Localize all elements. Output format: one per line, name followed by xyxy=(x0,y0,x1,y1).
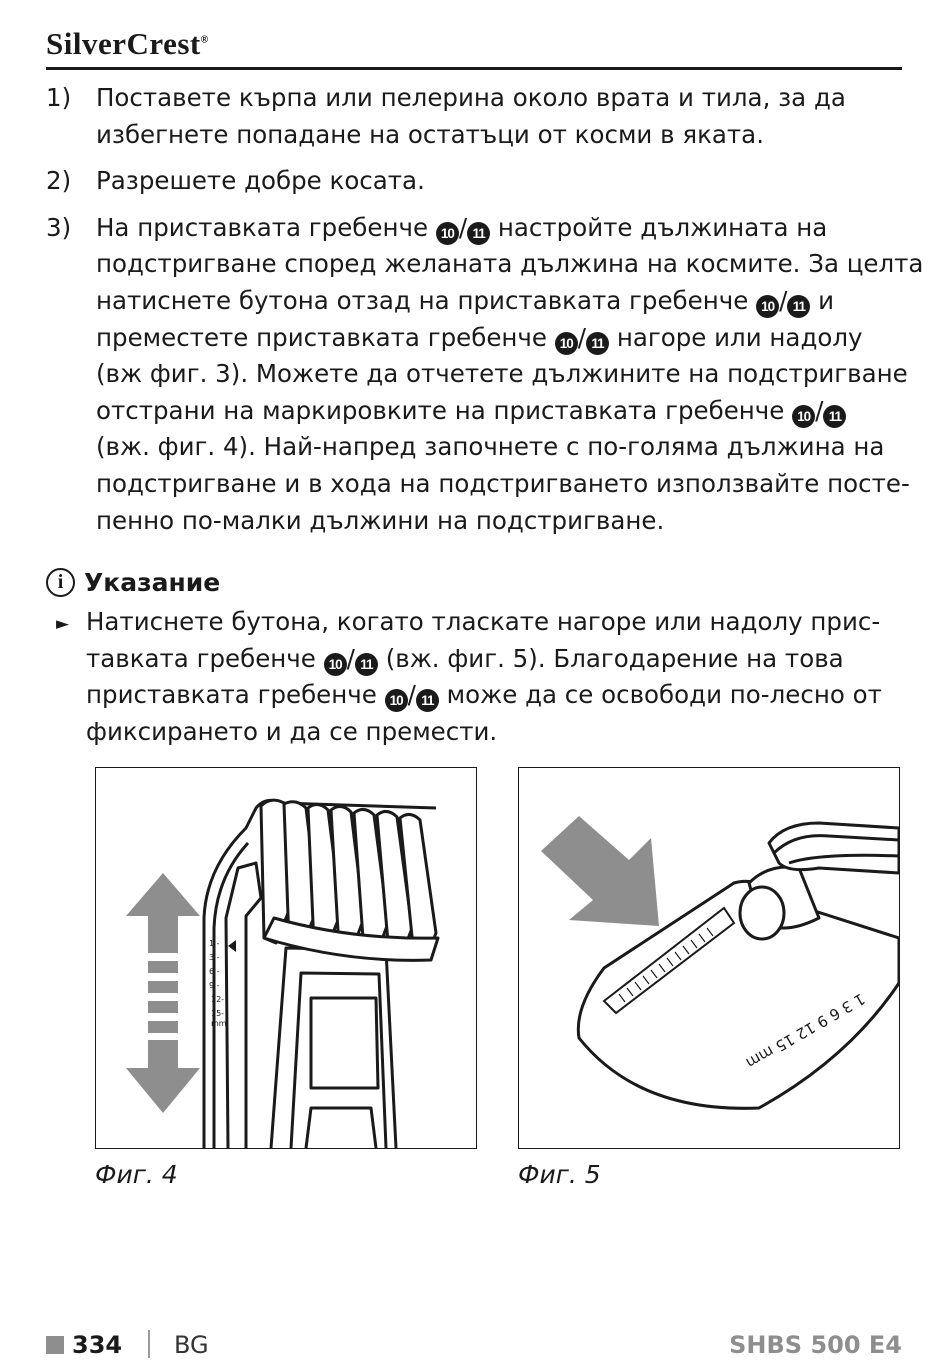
scale-text: 1 3 6 9 12 15 mm xyxy=(742,989,868,1073)
step-number: 1) xyxy=(46,83,72,112)
svg-text:6 -: 6 - xyxy=(209,967,220,976)
instruction-steps xyxy=(46,80,924,549)
text-segment: отстрани на маркировките на приставката гребенче xyxy=(96,395,793,425)
text-segment: тавката гребенче xyxy=(86,643,324,673)
text-segment: настройте дължината на xyxy=(490,212,828,242)
text-line xyxy=(96,246,923,283)
component-ref-badge: 10 xyxy=(756,295,779,318)
svg-text:12-: 12- xyxy=(211,995,225,1004)
text-line xyxy=(96,320,923,357)
text-segment: / xyxy=(346,643,355,673)
figure-5-illustration xyxy=(518,767,900,1149)
text-segment: / xyxy=(407,680,416,710)
note-title: Указание xyxy=(84,568,221,597)
info-icon: i xyxy=(46,568,75,597)
figure-4-illustration xyxy=(95,767,477,1149)
component-ref-badge: 11 xyxy=(787,295,810,318)
text-line xyxy=(96,283,923,320)
component-ref-badge: 10 xyxy=(555,332,578,355)
figure-5-caption: Фиг. 5 xyxy=(518,1160,601,1189)
page-number: 334 xyxy=(72,1331,123,1359)
text-line xyxy=(96,163,906,200)
text-segment: може да се освободи по-лесно от xyxy=(438,680,882,710)
text-line xyxy=(96,356,923,393)
text-line xyxy=(86,641,916,678)
component-ref-badge: 11 xyxy=(416,689,439,712)
text-line xyxy=(96,210,923,247)
component-ref-badge: 11 xyxy=(586,332,609,355)
svg-text:3 -: 3 - xyxy=(209,953,220,962)
text-segment: подстригване и в хода на подстригването използвайте посте- xyxy=(96,468,910,498)
step-text xyxy=(96,210,923,539)
text-segment: / xyxy=(815,395,824,425)
text-segment: нагоре или надолу xyxy=(609,322,863,352)
text-segment: Разрешете добре косата. xyxy=(96,166,425,196)
text-segment: и xyxy=(810,285,835,315)
step-number: 3) xyxy=(46,212,72,242)
text-line xyxy=(96,503,923,540)
text-segment: фиксирането и да се премести. xyxy=(86,716,498,746)
text-segment: избегнете попадане на остатъци от косми в яката. xyxy=(96,119,764,149)
svg-text:mm: mm xyxy=(211,1019,227,1028)
step-number: 2) xyxy=(46,166,72,196)
language-code: BG xyxy=(174,1331,209,1359)
text-line xyxy=(96,466,923,503)
text-segment: / xyxy=(458,212,468,242)
text-line xyxy=(96,393,923,430)
text-segment: (вж фиг. 3). Можете да отчетете дължините на подстригване xyxy=(96,359,908,389)
text-segment: натиснете бутона отзад на приставката гребенче xyxy=(96,285,757,315)
component-ref-badge: 10 xyxy=(792,405,815,428)
note-heading xyxy=(46,568,220,597)
component-ref-badge: 11 xyxy=(823,405,846,428)
text-segment: / xyxy=(577,322,587,352)
note-body xyxy=(56,604,916,750)
step-item xyxy=(46,80,906,153)
header-rule xyxy=(46,67,902,70)
arrow-icon xyxy=(541,816,659,926)
note-text xyxy=(86,604,916,750)
double-arrow-icon xyxy=(126,873,200,1113)
footer-square xyxy=(46,1336,64,1354)
component-ref-badge: 10 xyxy=(436,222,459,245)
page-footer xyxy=(46,1328,902,1364)
text-line xyxy=(86,677,916,714)
step-text xyxy=(96,163,906,200)
brand-logo: SilverCrest® xyxy=(46,26,209,61)
text-line xyxy=(96,80,906,117)
step-item xyxy=(46,163,906,200)
text-segment: пенно по-малки дължини на подстригване. xyxy=(96,505,665,535)
text-line xyxy=(96,117,906,154)
text-segment: Натиснете бутона, когато тласкате нагоре или надолу прис- xyxy=(86,607,881,636)
svg-text:1 -: 1 - xyxy=(209,939,220,948)
svg-text:15-: 15- xyxy=(211,1009,225,1018)
step-text xyxy=(96,80,906,153)
text-line xyxy=(96,429,923,466)
text-segment: преместете приставката гребенче xyxy=(96,322,555,352)
text-line xyxy=(86,714,916,751)
text-segment: / xyxy=(779,285,788,315)
component-ref-badge: 11 xyxy=(467,222,490,245)
text-segment: приставката гребенче xyxy=(86,680,385,710)
component-ref-badge: 10 xyxy=(385,689,408,712)
text-segment: На приставката гребенче xyxy=(96,212,436,242)
text-segment: (вж. фиг. 5). Благодарение на това xyxy=(377,643,844,673)
footer-divider xyxy=(148,1330,150,1358)
bullet-arrow-icon: ► xyxy=(56,614,70,634)
step-item xyxy=(46,210,924,539)
text-line xyxy=(86,604,916,641)
model-number: SHBS 500 E4 xyxy=(729,1331,902,1359)
text-segment: (вж. фиг. 4). Най-напред започнете с по-голяма дължина на xyxy=(96,432,885,462)
component-ref-badge: 11 xyxy=(355,653,378,676)
length-scale xyxy=(209,939,227,1028)
figure-4-caption: Фиг. 4 xyxy=(95,1160,178,1189)
svg-text:9 -: 9 - xyxy=(209,981,220,990)
component-ref-badge: 10 xyxy=(324,653,347,676)
text-segment: подстригване според желаната дължина на космите. За целта xyxy=(96,249,924,279)
text-segment: Поставете кърпа или пелерина около врата и тила, за да xyxy=(96,83,846,112)
